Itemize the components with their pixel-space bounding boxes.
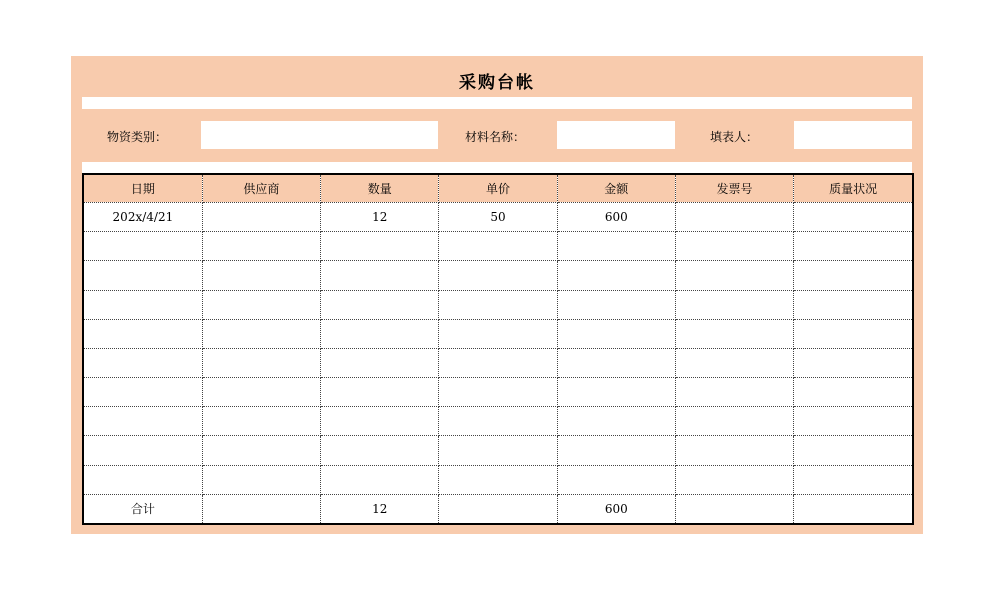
table-cell[interactable]	[794, 378, 912, 407]
table-cell[interactable]	[794, 407, 912, 436]
table-cell[interactable]	[794, 436, 912, 465]
table-cell[interactable]	[202, 203, 320, 232]
purchase-ledger-table	[82, 173, 914, 525]
table-cell[interactable]	[794, 261, 912, 290]
table-cell[interactable]	[675, 465, 793, 494]
table-cell[interactable]	[84, 290, 202, 319]
table-cell[interactable]	[84, 436, 202, 465]
table-cell[interactable]: 600	[557, 494, 675, 523]
table-cell[interactable]	[439, 494, 557, 523]
table-cell[interactable]	[84, 319, 202, 348]
table-row	[84, 203, 912, 232]
table-row	[84, 232, 912, 261]
divider-stripe	[82, 97, 912, 109]
total-row	[84, 494, 912, 523]
page-title: 采购台帐	[459, 73, 535, 93]
table-cell[interactable]	[557, 261, 675, 290]
table-cell[interactable]	[321, 348, 439, 377]
table-cell[interactable]	[675, 261, 793, 290]
table-cell[interactable]	[321, 436, 439, 465]
table-cell[interactable]	[439, 261, 557, 290]
table-cell[interactable]	[84, 407, 202, 436]
table-cell[interactable]	[557, 407, 675, 436]
table-cell[interactable]	[675, 378, 793, 407]
header-quality-status: 质量状况	[794, 175, 912, 203]
table-cell[interactable]: 合计	[84, 494, 202, 523]
header-invoice-no: 发票号	[675, 175, 793, 203]
table-cell[interactable]	[675, 348, 793, 377]
table-cell[interactable]	[202, 465, 320, 494]
table-cell[interactable]	[557, 232, 675, 261]
table-cell[interactable]	[557, 348, 675, 377]
header-unit-price: 单价	[439, 175, 557, 203]
table-cell[interactable]	[202, 436, 320, 465]
table-cell[interactable]	[794, 319, 912, 348]
table-cell[interactable]	[202, 348, 320, 377]
table-cell[interactable]	[84, 232, 202, 261]
table-cell[interactable]	[321, 290, 439, 319]
table-cell[interactable]	[439, 378, 557, 407]
table-cell[interactable]	[557, 436, 675, 465]
table-cell[interactable]	[321, 378, 439, 407]
table-cell[interactable]	[675, 494, 793, 523]
table-cell[interactable]: 12	[321, 494, 439, 523]
table-cell[interactable]	[439, 348, 557, 377]
table-cell[interactable]	[675, 203, 793, 232]
table-cell[interactable]	[794, 203, 912, 232]
table-cell[interactable]	[675, 290, 793, 319]
category-label: 物资类别：	[107, 130, 168, 144]
table-cell[interactable]: 12	[321, 203, 439, 232]
table-cell[interactable]	[675, 319, 793, 348]
table-cell[interactable]	[794, 465, 912, 494]
table-cell[interactable]	[321, 232, 439, 261]
header-supplier: 供应商	[202, 175, 320, 203]
table-cell[interactable]	[321, 319, 439, 348]
table-cell[interactable]	[675, 407, 793, 436]
table-cell[interactable]	[557, 290, 675, 319]
table-cell[interactable]	[202, 232, 320, 261]
table-cell[interactable]	[675, 232, 793, 261]
table-cell[interactable]	[794, 348, 912, 377]
table-cell[interactable]	[321, 407, 439, 436]
table-cell[interactable]	[439, 232, 557, 261]
table-cell[interactable]	[321, 465, 439, 494]
table-cell[interactable]	[202, 261, 320, 290]
table-cell[interactable]	[794, 494, 912, 523]
table-cell[interactable]	[794, 232, 912, 261]
table-cell[interactable]	[557, 378, 675, 407]
table-cell[interactable]: 50	[439, 203, 557, 232]
table-cell[interactable]: 202x/4/21	[84, 203, 202, 232]
table-cell[interactable]: 600	[557, 203, 675, 232]
table-row	[84, 465, 912, 494]
table-row	[84, 290, 912, 319]
table-cell[interactable]	[84, 348, 202, 377]
table-row	[84, 436, 912, 465]
table-cell[interactable]	[557, 465, 675, 494]
table-cell[interactable]	[84, 261, 202, 290]
table-cell[interactable]	[439, 436, 557, 465]
material-name-field[interactable]	[557, 121, 675, 149]
table-cell[interactable]	[557, 319, 675, 348]
table-cell[interactable]	[202, 319, 320, 348]
table-cell[interactable]	[84, 465, 202, 494]
header-quantity: 数量	[321, 175, 439, 203]
filler-field[interactable]	[794, 121, 912, 149]
table-cell[interactable]	[439, 465, 557, 494]
table-cell[interactable]	[675, 436, 793, 465]
table-cell[interactable]	[794, 290, 912, 319]
table-row	[84, 261, 912, 290]
table-cell[interactable]	[84, 378, 202, 407]
table-cell[interactable]	[202, 407, 320, 436]
header-amount: 金额	[557, 175, 675, 203]
table-cell[interactable]	[321, 261, 439, 290]
table-row	[84, 407, 912, 436]
table-cell[interactable]	[439, 319, 557, 348]
table-cell[interactable]	[439, 290, 557, 319]
ledger-sheet	[71, 56, 923, 534]
table-cell[interactable]	[202, 290, 320, 319]
table-cell[interactable]	[202, 494, 320, 523]
table-row	[84, 348, 912, 377]
table-cell[interactable]	[439, 407, 557, 436]
table-row	[84, 319, 912, 348]
filler-label: 填表人：	[710, 130, 759, 144]
category-field[interactable]	[201, 121, 438, 149]
material-name-label: 材料名称：	[465, 130, 526, 144]
header-date: 日期	[84, 175, 202, 203]
table-cell[interactable]	[202, 378, 320, 407]
table-header-row	[84, 175, 912, 203]
table-row	[84, 378, 912, 407]
